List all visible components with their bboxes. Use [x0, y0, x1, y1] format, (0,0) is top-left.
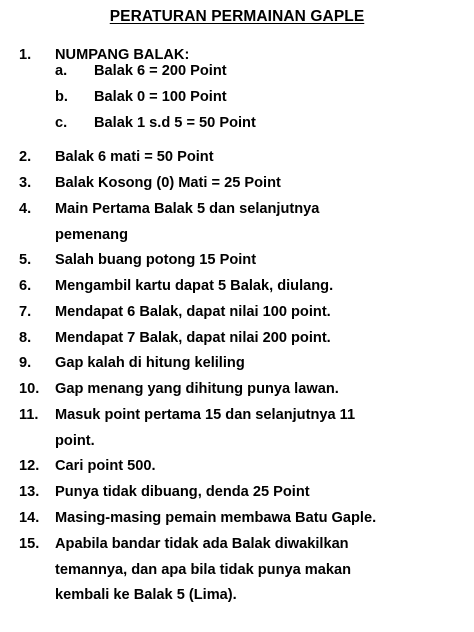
- rule-number: 3.: [19, 175, 32, 191]
- rule-number: 12.: [19, 458, 40, 474]
- rule-text: NUMPANG BALAK:: [55, 47, 190, 63]
- rule-number: 15.: [19, 536, 40, 552]
- rule-text: temannya, dan apa bila tidak punya makan: [55, 562, 352, 578]
- rule-text: Cari point 500.: [55, 458, 156, 474]
- rule-text: Mendapat 7 Balak, dapat nilai 200 point.: [55, 330, 331, 346]
- rule-text: Mendapat 6 Balak, dapat nilai 100 point.: [55, 304, 331, 320]
- rule-number: 7.: [19, 304, 32, 320]
- rule-text: Balak 6 mati = 50 Point: [55, 149, 214, 165]
- rule-number: 4.: [19, 201, 32, 217]
- rule-text: Gap kalah di hitung keliling: [55, 355, 245, 371]
- rule-number: 2.: [19, 149, 32, 165]
- rule-text: Gap menang yang dihitung punya lawan.: [55, 381, 339, 397]
- subitem-letter: b.: [55, 89, 68, 105]
- rule-subitem-c: [0, 114, 474, 132]
- rule-text: Main Pertama Balak 5 dan selanjutnya: [55, 201, 320, 217]
- rule-subitem-a: [0, 62, 474, 80]
- rule-number: 10.: [19, 381, 40, 397]
- rule-number: 1.: [19, 47, 32, 63]
- rule-text: Punya tidak dibuang, denda 25 Point: [55, 484, 310, 500]
- rule-text: Mengambil kartu dapat 5 Balak, diulang.: [55, 278, 334, 294]
- subitem-letter: a.: [55, 63, 68, 79]
- rule-text: pemenang: [55, 227, 128, 243]
- rule-number: 8.: [19, 330, 32, 346]
- subitem-text: Balak 0 = 100 Point: [94, 89, 227, 105]
- rule-text: kembali ke Balak 5 (Lima).: [55, 587, 237, 603]
- rule-subitem-b: [0, 88, 474, 106]
- rule-text: point.: [55, 433, 95, 449]
- rule-number: 13.: [19, 484, 40, 500]
- rule-text: Salah buang potong 15 Point: [55, 252, 257, 268]
- subitem-letter: c.: [55, 115, 68, 131]
- rule-number: 9.: [19, 355, 32, 371]
- rule-number: 14.: [19, 510, 40, 526]
- rule-text: Apabila bandar tidak ada Balak diwakilkan: [55, 536, 349, 552]
- subitem-text: Balak 1 s.d 5 = 50 Point: [94, 115, 256, 131]
- rule-number: 5.: [19, 252, 32, 268]
- rule-text: Balak Kosong (0) Mati = 25 Point: [55, 175, 281, 191]
- rule-text: Masuk point pertama 15 dan selanjutnya 11: [55, 407, 356, 423]
- subitem-text: Balak 6 = 200 Point: [94, 63, 227, 79]
- rule-number: 6.: [19, 278, 32, 294]
- rule-text: Masing-masing pemain membawa Batu Gaple.: [55, 510, 377, 526]
- page-title: PERATURAN PERMAINAN GAPLE: [109, 8, 365, 25]
- rule-number: 11.: [19, 407, 39, 423]
